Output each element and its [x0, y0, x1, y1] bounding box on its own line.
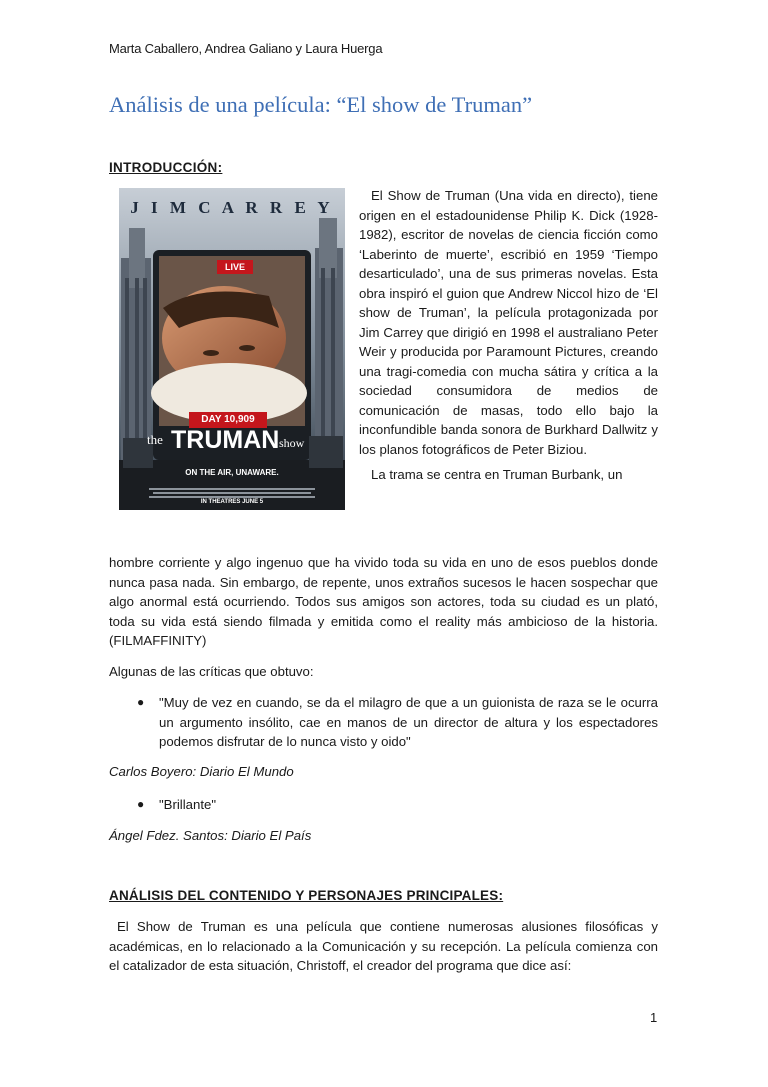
poster-live-label: LIVE	[224, 262, 245, 272]
analysis-paragraph-text: El Show de Truman es una película que contiene numerosas alusiones filosóficas y académicas, en lo relacionado a la Comunicación y su recepción. La película comienza con el catalizador de esta situación, Christoff, el creador del programa que dice así:	[109, 919, 658, 973]
poster-release-date: IN THEATRES JUNE 5	[200, 499, 264, 505]
critic-quote-item	[137, 795, 658, 815]
poster-artwork	[119, 188, 345, 510]
analysis-heading: ANÁLISIS DEL CONTENIDO Y PERSONAJES PRINCIPALES:	[109, 888, 504, 903]
critic-source: Ángel Fdez. Santos: Diario El País	[109, 828, 312, 843]
poster-actor-name: J I M C A R R E Y	[130, 198, 334, 217]
critic-quote-text: "Muy de vez en cuando, se da el milagro de que a un guionista de raza se le ocurra un argumento insólito, cae en manos de un director de altura y los espectadores podemos disfrutar de lo nunca visto y oido"	[159, 695, 658, 749]
plot-paragraph	[109, 553, 658, 651]
movie-poster-image	[119, 188, 345, 510]
poster-logo-truman: TRUMAN	[171, 426, 280, 454]
poster-tagline: ON THE AIR, UNAWARE.	[185, 468, 279, 477]
page-header-authors: Marta Caballero, Andrea Galiano y Laura Huerga	[109, 41, 383, 56]
bullet-icon: ●	[137, 695, 145, 709]
intro-text-column	[359, 186, 658, 485]
critic-quote-item	[137, 693, 658, 752]
bullet-icon: ●	[137, 797, 145, 811]
critic-quote-text: "Brillante"	[159, 797, 217, 812]
intro-paragraph: El Show de Truman (Una vida en directo), tiene origen en el estadounidense Philip K. Dick (1928-1982), escritor de novelas de ciencia ficción como ‘Laberinto de muerte’, escribió en 1959 ‘Tiempo desarticulado’, una de sus primeras novelas. Esta obra inspiró el guion que Andrew Niccol hizo de ‘El show de Truman’, la película protagonizada por Jim Carrey que dirigió en 1998 el australiano Peter Weir y producida por Paramount Pictures, creando una tragi-comedia con mucha sátira y crítica a la sociedad consumidora de medios de comunicación de masas, todo ello bajo la inconfundible banda sonora de Burkhard Dallwitz y los planos fotográficos de Peter Biziou.	[359, 188, 658, 457]
intro-heading: INTRODUCCIÓN:	[109, 160, 223, 175]
critic-source: Carlos Boyero: Diario El Mundo	[109, 764, 294, 779]
plot-paragraph-rest: hombre corriente y algo ingenuo que ha vivido toda su vida en uno de esos pueblos donde nunca pasa nada. Sin embargo, de repente, unos extraños sucesos le hacen sospechar que algo anormal está ocurriendo. Todos sus amigos son actores, toda su ciudad es un plató, toda su vida está siendo filmada y emitida como el reality más ambicioso de la historia. (FILMAFFINITY)	[109, 555, 658, 648]
analysis-paragraph	[109, 917, 658, 976]
plot-paragraph-start: La trama se centra en Truman Burbank, un	[371, 467, 623, 482]
document-title: Análisis de una película: “El show de Truman”	[109, 92, 533, 117]
poster-logo-the: the	[147, 432, 163, 447]
page-number: 1	[650, 1010, 658, 1025]
poster-logo-show: show	[279, 436, 305, 450]
poster-day-counter: DAY 10,909	[201, 414, 255, 425]
critics-intro: Algunas de las críticas que obtuvo:	[109, 664, 314, 679]
